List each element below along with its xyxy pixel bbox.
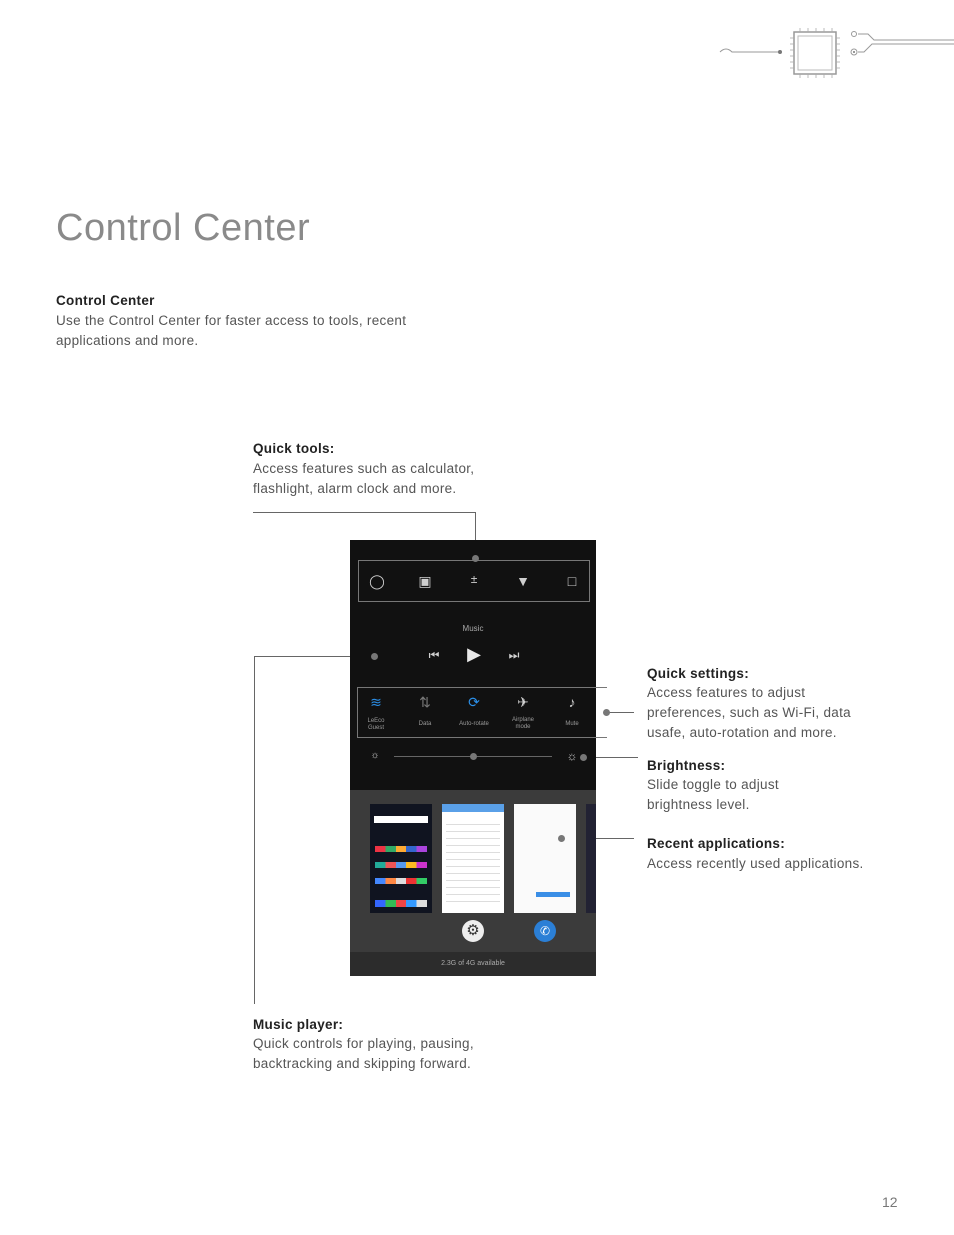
chip-logo-icon bbox=[718, 28, 954, 80]
settings-icon[interactable]: ⚙ bbox=[462, 920, 484, 942]
camera-icon[interactable]: ▣ bbox=[418, 573, 432, 589]
brightness-slider-thumb[interactable] bbox=[470, 753, 477, 760]
recent-app-partial[interactable] bbox=[586, 804, 596, 913]
screenshot-icon[interactable]: □ bbox=[567, 573, 577, 589]
intro-body: Use the Control Center for faster access to tools, recent applications and more. bbox=[56, 313, 407, 348]
quick-settings-dot bbox=[603, 709, 610, 716]
memory-bar bbox=[350, 952, 596, 976]
wifi-icon[interactable]: ≋ bbox=[370, 694, 382, 710]
brightness-body: Slide toggle to adjust brightness level. bbox=[647, 777, 779, 812]
data-label: Data bbox=[418, 721, 432, 727]
calculator-icon[interactable]: ± bbox=[470, 572, 478, 586]
music-dot bbox=[371, 653, 378, 660]
quick-tools-dot bbox=[472, 555, 479, 562]
recent-apps-heading: Recent applications: bbox=[647, 836, 786, 851]
quick-settings-panel bbox=[357, 687, 607, 738]
autorotate-icon[interactable]: ⟳ bbox=[468, 694, 480, 710]
wifi-label: LeEco Guest bbox=[367, 718, 385, 731]
brightness-low-icon: ☼ bbox=[370, 750, 380, 761]
recent-app-home[interactable] bbox=[370, 804, 432, 913]
airplane-label: Airplane mode bbox=[511, 717, 534, 730]
music-leader-v bbox=[254, 656, 255, 1004]
music-player-body: Quick controls for playing, pausing, backtracking and skipping forward. bbox=[253, 1036, 474, 1071]
quick-tools-heading: Quick tools: bbox=[253, 441, 335, 456]
autorotate-label: Auto-rotate bbox=[459, 721, 489, 727]
quick-settings-body: Access features to adjust preferences, such as Wi-Fi, data usafe, auto-rotation and more. bbox=[647, 685, 851, 740]
next-icon[interactable]: ⏭ bbox=[508, 648, 520, 662]
music-player-heading: Music player: bbox=[253, 1017, 344, 1032]
memory-text: 2.3G of 4G available bbox=[441, 960, 505, 967]
mute-label: Mute bbox=[565, 721, 579, 727]
phone-icon[interactable]: ✆ bbox=[534, 920, 556, 942]
previous-icon[interactable]: ⏮ bbox=[428, 648, 440, 662]
quick-tools-panel bbox=[358, 560, 590, 602]
recent-apps-panel bbox=[350, 790, 596, 976]
quick-tools-body: Access features such as calculator, flashlight, alarm clock and more. bbox=[253, 461, 475, 496]
quick-tools-leader bbox=[253, 512, 476, 513]
brightness-heading: Brightness: bbox=[647, 758, 726, 773]
page-title: Control Center bbox=[56, 207, 311, 249]
intro-heading: Control Center bbox=[56, 293, 155, 308]
mute-icon[interactable]: ♪ bbox=[568, 694, 576, 710]
quick-settings-heading: Quick settings: bbox=[647, 666, 750, 681]
recent-apps-dot bbox=[558, 835, 565, 842]
play-icon[interactable]: ▶ bbox=[467, 644, 481, 664]
brightness-high-icon: ☼ bbox=[566, 749, 578, 763]
recent-app-settings[interactable] bbox=[442, 804, 504, 913]
recent-apps-body: Access recently used applications. bbox=[647, 856, 864, 871]
quick-settings-leader bbox=[606, 712, 634, 713]
music-label: Music bbox=[462, 624, 484, 633]
brightness-dot bbox=[580, 754, 587, 761]
palette-icon[interactable]: ◯ bbox=[369, 573, 385, 589]
airplane-icon[interactable]: ✈ bbox=[517, 694, 529, 710]
data-icon[interactable]: ⇅ bbox=[419, 694, 431, 710]
page-number: 12 bbox=[882, 1194, 898, 1210]
recent-app-dialer[interactable] bbox=[514, 804, 576, 913]
flashlight-icon[interactable]: ▼ bbox=[516, 573, 530, 589]
